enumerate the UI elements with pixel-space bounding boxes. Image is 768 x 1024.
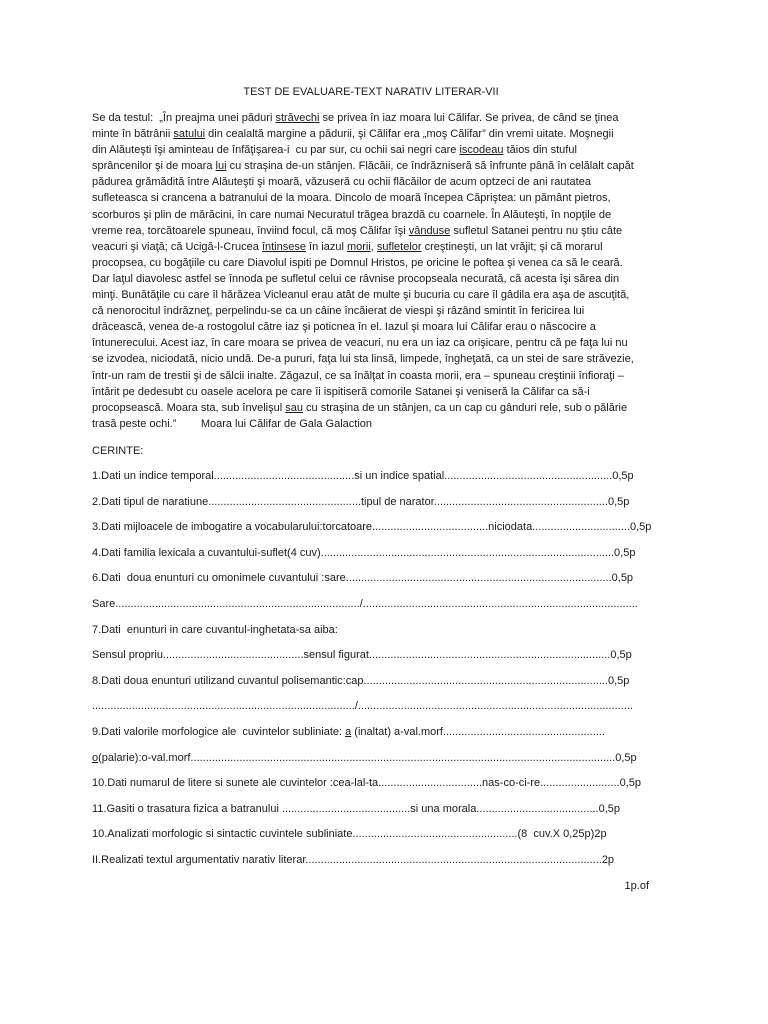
line-text: se privea în iaz moara lui Călifar. Se privea, de când se ţinea: [319, 112, 619, 124]
passage-line: procopsea, cu bogăţiile cu care Diavolul ispiti pe Domnul Hristos, pe oricine le poftea şi venea ca să le ceară.: [92, 256, 623, 269]
line-text: tăios din stuful: [503, 144, 577, 157]
line-text: sprâncenilor şi de moara: [92, 160, 216, 173]
requirement-line: 6.Dati doua enunturi cu omonimele cuvantului :sare.......................................................................................0,5p: [92, 572, 634, 585]
requirement-line: ....................................................................................../..........................................................................................: [92, 700, 633, 713]
underlined-word: întinsese: [261, 240, 306, 253]
line-text: cu straşina de-un stânjen. Flăcăii, ce îndrăzniseră să înfrunte până în celălalt capăt: [226, 160, 634, 173]
passage-line: [92, 110, 618, 126]
line-text: procopsească. Moara sta, sub învelişul: [92, 401, 286, 414]
passage-line: [92, 126, 614, 142]
requirement-line: Sensul propriu..............................................sensul figurat...............................................................................0,5p: [92, 649, 632, 662]
line-text: din cealaltă margine a pădurii, şi Călifar era „moş Călifar” din vremi uitate. Moşnegii: [205, 128, 614, 141]
underlined-word: morii: [346, 240, 371, 253]
passage-line: sufleteasca si crancena a batranului de la moara. Dincolo de moară începea Căpriştea: un pământ pietros,: [92, 192, 611, 205]
requirement-line: 2.Dati tipul de naratiune..................................................tipul de narator.........................................................0,5p: [92, 495, 630, 508]
requirement-line: Sare................................................................................/..........................................................................................: [92, 597, 638, 610]
underlined-word: sau: [285, 401, 303, 414]
requirement-line: 8.Dati doua enunturi utilizand cuvantul polisemantic:cap................................................................................0,5p: [92, 674, 630, 687]
passage-line: că nenorocitul îndrăzneţ, perpelindu-se ca un câine încăierat de viespi şi râzând smintit în fericirea lui: [92, 305, 585, 318]
line-text: (palarie):o-val.morf...........................................................................................................................................0,5p: [98, 751, 637, 764]
passage-line: Dar laţul diavolesc astfel se înnoda pe sufletul celui ce râvnise procopseala necurată, că acesta îşi sărea din: [92, 272, 620, 285]
literary-passage: [92, 110, 677, 432]
line-text: minte în bătrânii: [92, 128, 174, 141]
requirements-heading: CERINTE:: [92, 445, 144, 457]
passage-line: întărit pe dedesubt cu oasele acelora pe care îi ispitiseră comorile Satanei şi veniseră la Călifar ca să-i: [92, 385, 590, 398]
line-text: Se da testul: „În preajma unei păduri: [92, 112, 276, 124]
line-text: veacuri şi viaţă; că Ucigă-l-Crucea: [92, 240, 262, 253]
requirement-line: 11.Gasiti o trasatura fizica a batranului ..........................................si una morala........................................0,5p: [92, 802, 620, 815]
passage-line: întunerecului. Acest iaz, în care moara se privea de veacuri, nu era un iaz ca orişicare, pentru că pe faţa lui nu: [92, 337, 628, 350]
line-text: în iazul: [305, 240, 347, 253]
passage-line: [92, 400, 627, 416]
underlined-word: vânduse: [408, 224, 451, 237]
passage-line: [92, 223, 622, 239]
requirement-line: 7.Dati enunturi in care cuvantul-inghetata-sa aiba:: [92, 623, 338, 636]
requirement-line: 1.Dati un indice temporal..............................................si un indice spatial.......................................................0,5p: [92, 470, 634, 482]
requirement-line: II.Realizati textul argumentativ narativ literar.................................................................................................2p: [92, 853, 615, 866]
passage-line: drăcească, venea de-a rostogolul către iaz şi poticnea în el. Iazul şi moara lui Călifar erau o născocire a: [92, 321, 596, 334]
requirements-list: [92, 468, 658, 878]
passage-line: trasă peste ochi.” Moara lui Călifar de Gala Galaction: [92, 417, 373, 430]
line-text: ,: [370, 240, 377, 253]
passage-line: scorburos şi plin de mărăcini, în care numai Necuratul trăgea brazdă cu coarnele. În Alăuteşti, în nopţile de: [92, 208, 612, 221]
line-text: cu straşina de un stânjen, ca un cap cu gânduri rele, sub o pălărie: [302, 401, 628, 414]
requirement-line: 10.Analizati morfologic si sintactic cuvintele subliniate......................................................(8 cuv.X 0,25p)2p: [92, 828, 607, 841]
passage-line: [92, 158, 634, 174]
requirement-line: 4.Dati familia lexicala a cuvantului-suflet(4 cuv)................................................................................................0,5p: [92, 546, 636, 559]
underlined-word: străvechi: [275, 112, 320, 124]
document-title: TEST DE EVALUARE-TEXT NARATIV LITERAR-VII: [243, 86, 499, 98]
underlined-word: lui: [215, 160, 227, 173]
underlined-word: satului: [173, 128, 206, 141]
underlined-word: sufletelor: [376, 240, 422, 253]
underlined-word: o: [92, 751, 99, 764]
page-footer: 1p.of: [624, 880, 649, 892]
passage-line: minţi. Bunătăţile cu care îl hărăzea Vicleanul erau atât de multe şi bucuria cu care îl gâdila era aşa de ascuţită,: [92, 289, 630, 302]
requirement-line: [92, 724, 605, 750]
line-text: vreme rea, torcătoarele spuneau, înviind focul, că moş Călifar îşi: [92, 224, 409, 237]
line-text: (inaltat) a-val.morf.....................................................: [351, 725, 605, 738]
line-text: sufletul Satanei pentru nu ştiu câte: [450, 224, 623, 237]
passage-line: [92, 239, 603, 255]
underlined-word: iscodeau: [459, 144, 504, 157]
line-text: 9.Dati valorile morfologice ale cuvintelor subliniate:: [92, 725, 346, 738]
requirement-line: 3.Dati mijloacele de imbogatire a vocabularului:torcatoare......................................niciodata................................0,5p: [92, 521, 652, 534]
requirement-line: [92, 750, 637, 776]
passage-line: într-un ram de trestii şi de sălcii inalte. Zăgazul, ce sa înălţat în coasta morii, era – spuneau creştinii înfioraţi –: [92, 369, 624, 382]
passage-line: [92, 142, 577, 158]
requirement-line: 10.Dati numarul de litere si sunete ale cuvintelor :cea-lal-ta..................................nas-co-ci-re..........................0,5p: [92, 777, 641, 790]
passage-line: pădurea grămădită între Alăuteşti şi moară, văzuseră cu ochii flăcăilor de acum optzeci de ani rautatea: [92, 176, 591, 189]
line-text: din Alăuteşti îşi aminteau de înfăţişarea-i cu par sur, cu ochii sai negri care: [92, 144, 460, 157]
underlined-word: a: [345, 725, 352, 738]
line-text: creştineşti, un lat vrăjit; şi că morarul: [421, 240, 603, 253]
passage-line: se izvodea, niciodată, nicio undă. De-a pururi, faţa lui sta linsă, limpede, îngheţată, ca un stei de sare străvezie,: [92, 353, 634, 366]
